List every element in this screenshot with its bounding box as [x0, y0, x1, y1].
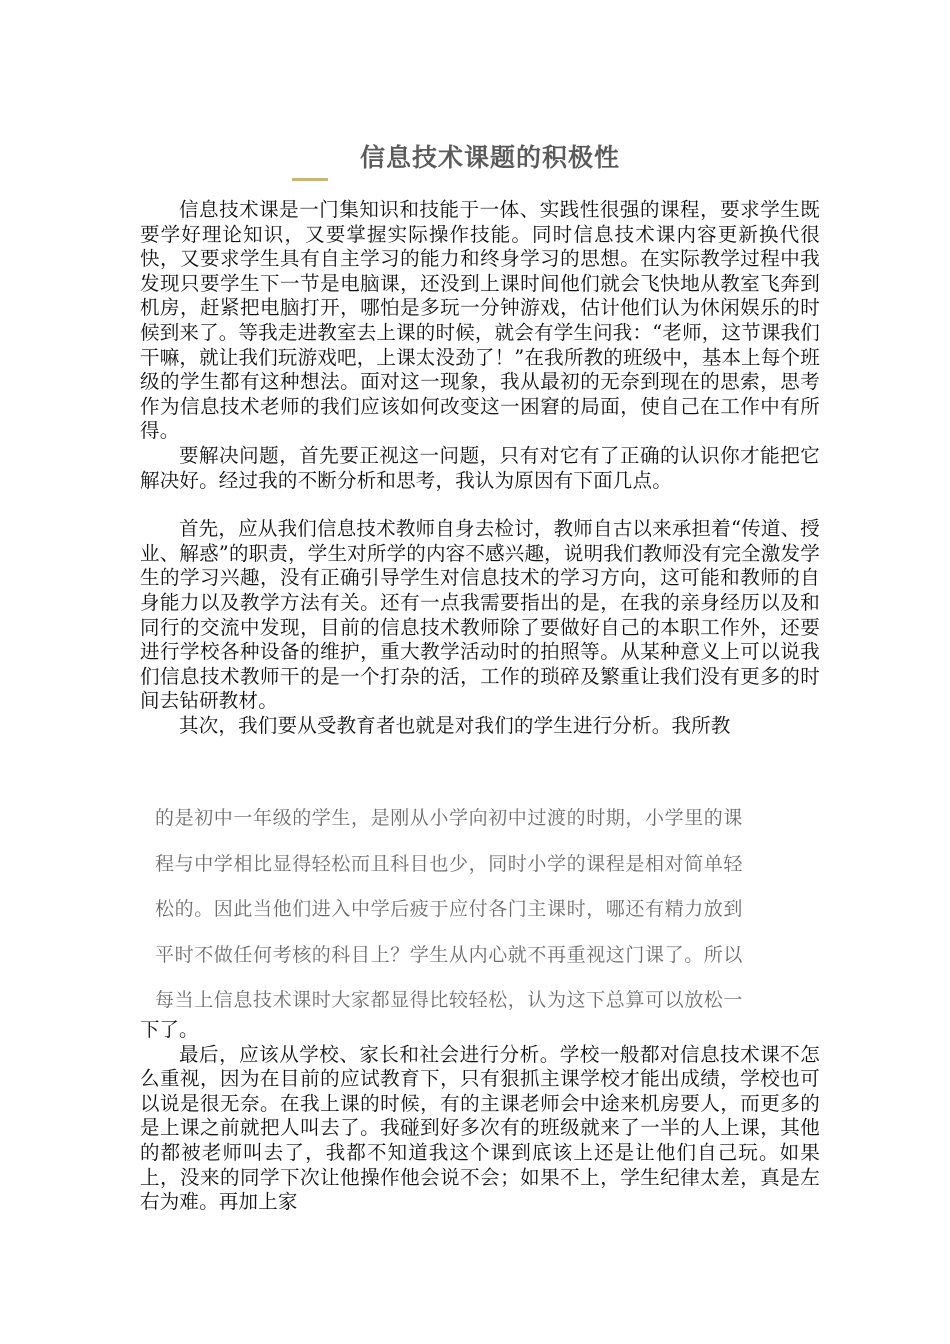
paragraph-intro: 信息技术课是一门集知识和技能于一体、实践性很强的课程，要求学生既要学好理论知识，又要掌握实际操作技能。同时信息技术课内容更新换代很快，又要求学生具有自主学习的能力和终身学习的思想。在实际教学过程中我发现只要学生下一节是电脑课，还没到上课时间他们就会飞快地从教室飞奔到机房，赶紧把电脑打开，哪怕是多玩一分钟游戏，估计他们认为休闲娱乐的时候到来了。等我走进教室去上课的时候，就会有学生问我：“老师，这节课我们干嘛，就让我们玩游戏吧，上课太没劲了！”在我所教的班级中，基本上每个班级的学生都有这种想法。面对这一现象，我从最初的无奈到现在的思索，思考作为信息技术老师的我们应该如何改变这一困窘的局面，使自己在工作中有所得。: [140, 198, 820, 443]
scanned-line: 程与中学相比显得轻松而且科目也少，同时小学的课程是相对简单轻: [155, 852, 744, 875]
title-underline-decoration: [292, 178, 328, 181]
scanned-line: 松的。因此当他们进入中学后疲于应付各门主课时，哪还有精力放到: [155, 898, 744, 920]
paragraph-gap: [140, 493, 820, 517]
paragraph-second-reason-end: 下了。: [140, 1018, 199, 1041]
scanned-line: 的是初中一年级的学生，是刚从小学向初中过渡的时期，小学里的课: [155, 807, 744, 829]
title-area: [0, 138, 950, 174]
paragraph-second-reason-start: 其次，我们要从受教育者也就是对我们的学生进行分析。我所教: [179, 713, 731, 737]
scanned-text-block: [155, 798, 795, 1026]
paragraph-problem: 要解决问题，首先要正视这一问题，只有对它有了正确的认识你才能把它解决好。经过我的不断分析和思考，我认为原因有下面几点。: [140, 443, 820, 492]
paragraph-final-reason: 最后，应该从学校、家长和社会进行分析。学校一般都对信息技术课不怎么重视，因为在目前的应试教育下，只有狠抓主课学校才能出成绩，学校也可以说是很无奈。在我上课的时候，有的主课老师会中途来机房要人，而更多的是上课之前就把人叫去了。我碰到好多次有的班级就来了一半的人上课，其他的都被老师叫去了，我都不知道我这个课到底该上还是让他们自己玩。如果上，没来的同学下次让他操作他会说不会；如果不上，学生纪律太差，真是左右为难。再加上家: [140, 1042, 820, 1214]
document-title: 信息技术课题的积极性: [359, 143, 620, 172]
scanned-line: 平时不做任何考核的科目上？学生从内心就不再重视这门课了。所以: [155, 943, 744, 966]
paragraph-first-reason: 首先，应从我们信息技术教师自身去检讨，教师自古以来承担着“传道、授业、解惑”的职责，学生对所学的内容不感兴趣，说明我们教师没有完全激发学生的学习兴趣，没有正确引导学生对信息技术的学习方向，这可能和教师的自身能力以及教学方法有关。还有一点我需要指出的是，在我的亲身经历以及和同行的交流中发现，目前的信息技术教师除了要做好自己的本职工作外，还要进行学校各种设备的维护，重大教学活动时的拍照等。从某种意义上可以说我们信息技术教师干的是一个打杂的活，工作的琐碎及繁重让我们没有更多的时间去钻研教材。: [140, 517, 820, 713]
document-body-continued: [140, 1018, 820, 1215]
document-body: [140, 198, 820, 738]
scanned-line: 每当上信息技术课时大家都显得比较轻松，认为这下总算可以放松一: [155, 989, 744, 1011]
